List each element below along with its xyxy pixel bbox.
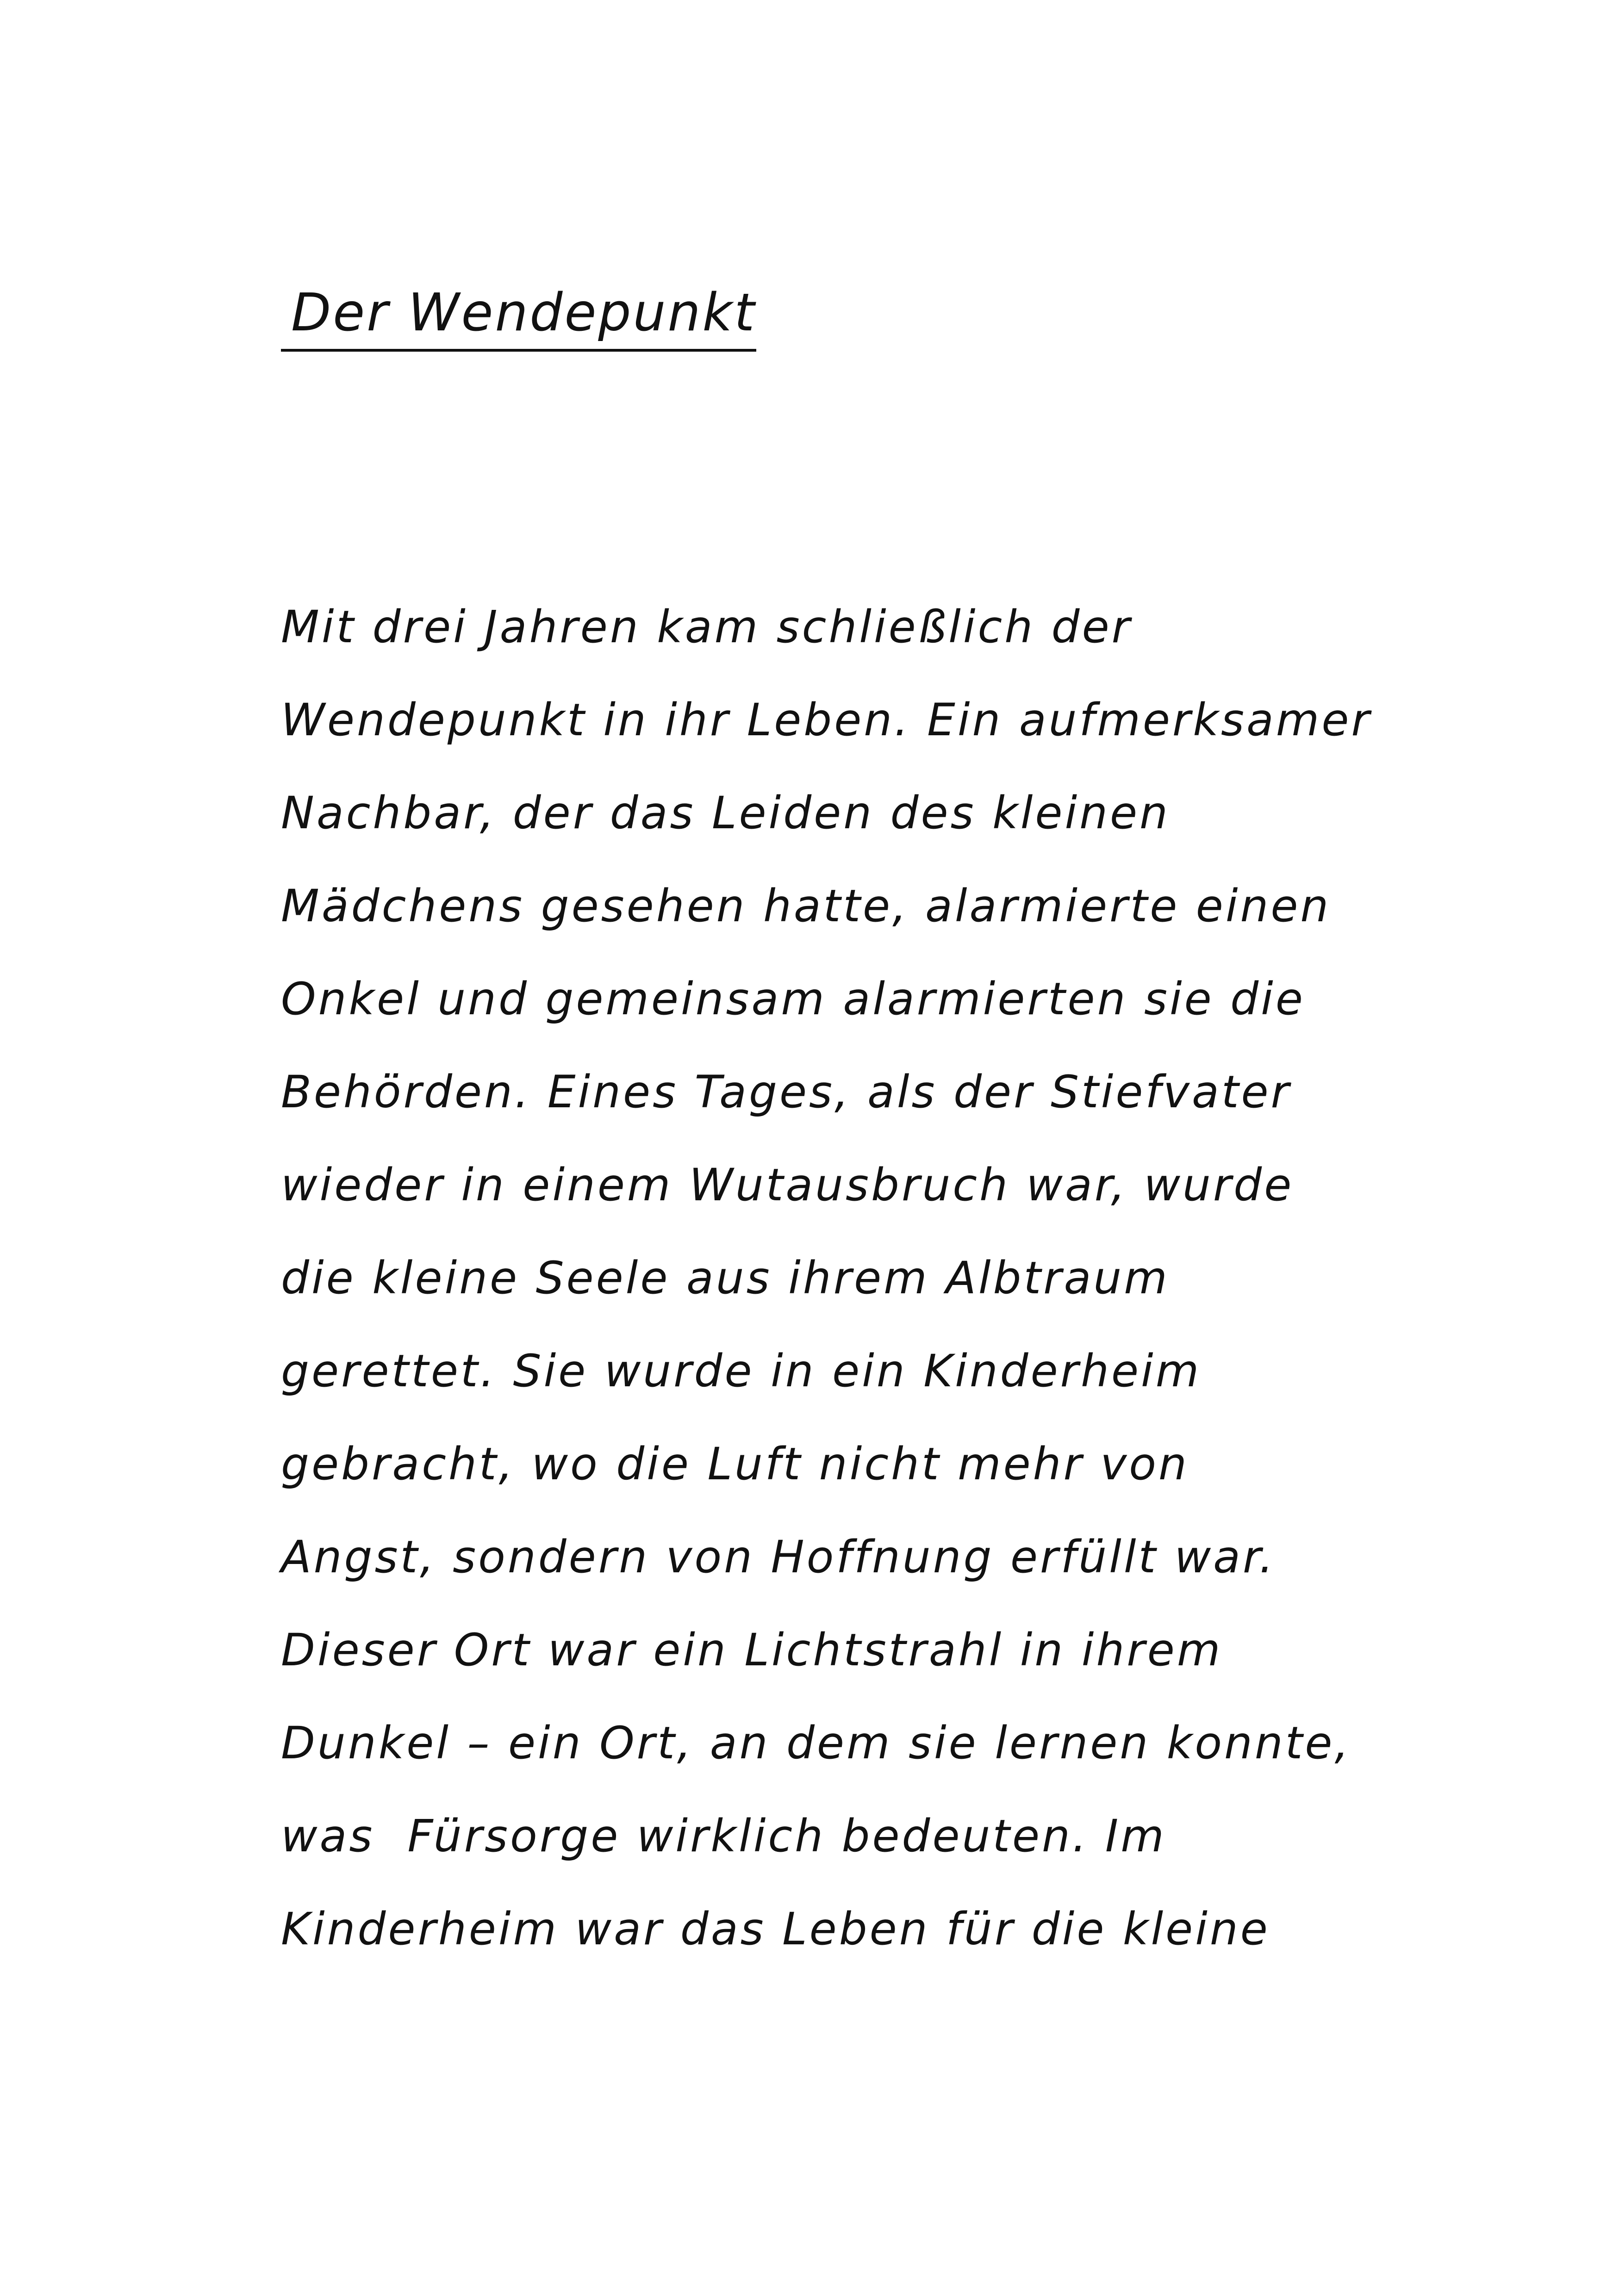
text-line: die kleine Seele aus ihrem Albtraum [281, 1252, 1170, 1304]
text-line: Mit drei Jahren kam schließlich der [281, 601, 1133, 653]
text-line: Onkel und gemeinsam alarmierten sie die [281, 973, 1305, 1025]
text-line: Wendepunkt in ihr Leben. Ein aufmerksamer [281, 694, 1372, 746]
text-line: Mädchens gesehen hatte, alarmierte einen [281, 880, 1331, 932]
text-line: was Fürsorge wirklich bedeuten. Im [281, 1810, 1166, 1862]
document-body [281, 597, 1392, 1992]
text-line: wieder in einem Wutausbruch war, wurde [281, 1159, 1294, 1211]
text-line: gerettet. Sie wurde in ein Kinderheim [281, 1345, 1202, 1397]
text-line: gebracht, wo die Luft nicht mehr von [281, 1438, 1189, 1490]
text-line: Nachbar, der das Leiden des kleinen [281, 787, 1170, 839]
text-line: Kinderheim war das Leben für die kleine [281, 1903, 1270, 1955]
document-title: Der Wendepunkt [281, 287, 756, 352]
text-line: Dieser Ort war ein Lichtstrahl in ihrem [281, 1624, 1223, 1676]
text-line: Behörden. Eines Tages, als der Stiefvater [281, 1066, 1291, 1118]
text-line: Angst, sondern von Hoffnung erfüllt war. [281, 1531, 1276, 1583]
text-line: Dunkel – ein Ort, an dem sie lernen konnte, [281, 1717, 1351, 1769]
